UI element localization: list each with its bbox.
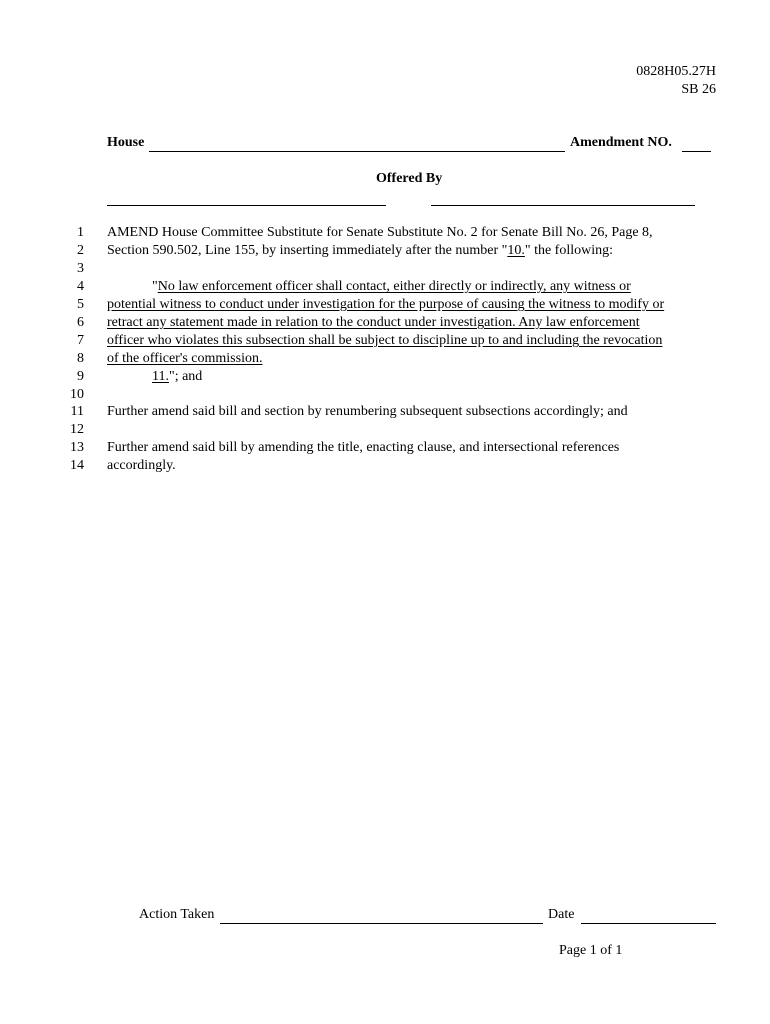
line-number: 12 <box>70 422 84 437</box>
bill-number: SB 26 <box>681 82 716 97</box>
house-label: House <box>107 135 145 150</box>
body-line-8: of the officer's commission. <box>107 351 263 366</box>
body-line-9 <box>152 369 202 385</box>
opening-quote: " <box>152 279 158 294</box>
line-number: 4 <box>77 279 84 294</box>
body-line-11: Further amend said bill and section by renumbering subsequent subsections accordingly; and <box>107 404 628 419</box>
line-number: 13 <box>70 440 84 455</box>
date-blank <box>581 923 716 924</box>
offered-by-blank-right <box>431 205 695 206</box>
line-number: 11 <box>70 404 84 419</box>
line-number: 1 <box>77 225 84 240</box>
line-number: 14 <box>70 458 84 473</box>
line-number: 3 <box>77 261 84 276</box>
inserted-text: No law enforcement officer shall contact, either directly or indirectly, any witness or <box>157 279 631 294</box>
body-line-2-text: Section 590.502, Line 155, by inserting immediately after the number " <box>107 243 508 258</box>
offered-by-blank-left <box>107 205 386 206</box>
line-number: 8 <box>77 351 84 366</box>
body-line-6: retract any statement made in relation to the conduct under investigation. Any law enforcement <box>107 315 640 330</box>
new-subsection-number: 11. <box>152 369 169 384</box>
body-line-1: AMEND House Committee Substitute for Senate Substitute No. 2 for Senate Bill No. 26, Page 8, <box>107 225 653 240</box>
body-line-2 <box>107 243 613 259</box>
line-number: 7 <box>77 333 84 348</box>
amendment-number-blank <box>682 151 711 152</box>
line-number: 6 <box>77 315 84 330</box>
line-number: 2 <box>77 243 84 258</box>
house-blank-line <box>149 151 565 152</box>
line-number: 9 <box>77 369 84 384</box>
line-number: 10 <box>70 387 84 402</box>
body-line-7: officer who violates this subsection shall be subject to discipline up to and including the revocation <box>107 333 663 348</box>
action-taken-label: Action Taken <box>139 907 215 922</box>
action-taken-blank <box>220 923 543 924</box>
body-line-2-tail: " the following: <box>524 243 614 258</box>
page-number: Page 1 of 1 <box>559 943 623 958</box>
document-number: 0828H05.27H <box>636 64 716 79</box>
body-line-14: accordingly. <box>107 458 176 473</box>
line-number: 5 <box>77 297 84 312</box>
date-label: Date <box>548 907 575 922</box>
inserted-number: 10. <box>507 243 525 258</box>
body-line-13: Further amend said bill by amending the title, enacting clause, and intersectional references <box>107 440 620 455</box>
body-line-4 <box>152 279 631 295</box>
amendment-number-label: Amendment NO. <box>570 135 672 150</box>
offered-by-label: Offered By <box>376 171 443 186</box>
body-line-9-tail: "; and <box>168 369 203 384</box>
body-line-5: potential witness to conduct under investigation for the purpose of causing the witness to modify or <box>107 297 665 312</box>
